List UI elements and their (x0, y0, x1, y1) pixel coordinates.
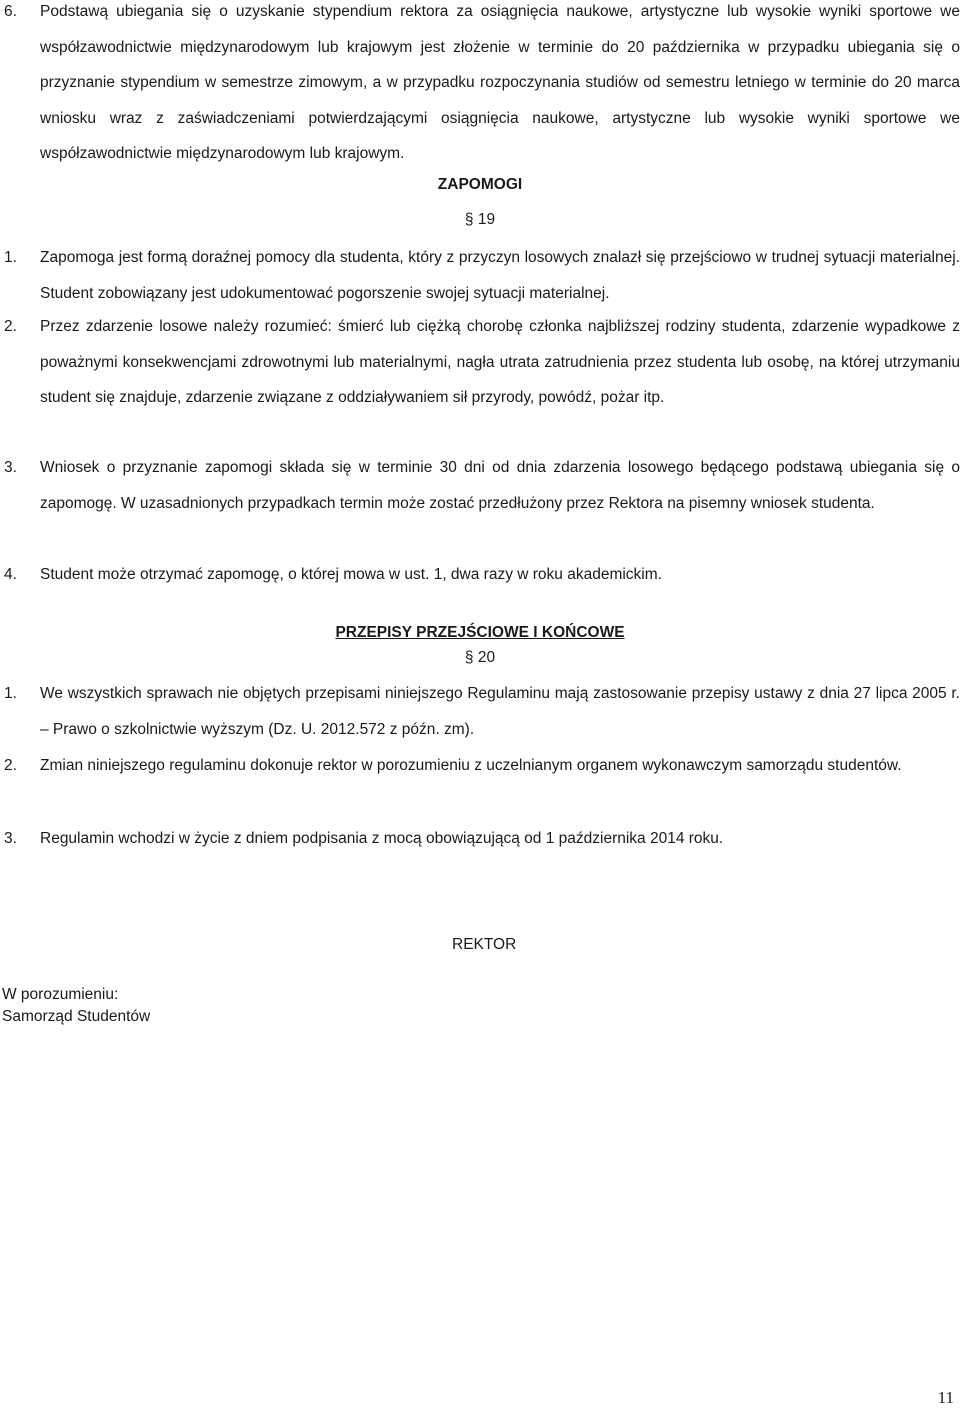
item-number: 1. (4, 685, 17, 702)
item-number: 2. (4, 318, 17, 335)
list-item (0, 240, 960, 311)
list-item (0, 676, 960, 747)
list-item (0, 0, 960, 172)
item-text: Przez zdarzenie losowe należy rozumieć: śmierć lub ciężką chorobę członka najbliższej rodziny studenta, zdarzenie wypadkowe z poważnymi konsekwencjami zdrowotnymi lub materialnymi, nagła utrata zatrudnienia przez studenta lub osobę, na której utrzymaniu student się znajduje, zdarzenie związane z oddziaływaniem sił przyrody, powódź, pożar itp. (40, 318, 960, 406)
item-number: 1. (4, 249, 17, 266)
item-number: 4. (4, 566, 17, 583)
item-number: 3. (4, 459, 17, 476)
student-council-label: Samorząd Studentów (2, 1008, 151, 1025)
list-item (0, 309, 960, 416)
section-paragraph-number: § 19 (464, 211, 496, 228)
item-text: Zmian niniejszego regulaminu dokonuje rektor w porozumieniu z uczelnianym organem wykonawczym samorządu studentów. (40, 757, 902, 774)
list-item (0, 821, 960, 857)
item-text: Wniosek o przyznanie zapomogi składa się w terminie 30 dni od dnia zdarzenia losowego będącego podstawą ubiegania się o zapomogę. W uzasadnionych przypadkach termin może zostać przedłużony przez Rektora na pisemny wniosek studenta. (40, 459, 960, 512)
item-text: Regulamin wchodzi w życie z dniem podpisania z mocą obowiązującą od 1 października 2014 roku. (40, 830, 724, 847)
rektor-signature-label: REKTOR (452, 936, 517, 953)
item-text: Zapomoga jest formą doraźnej pomocy dla studenta, który z przyczyn losowych znalazł się przejściowo w trudnej sytuacji materialnej. Student zobowiązany jest udokumentować pogorszenie swojej sytuacji materialnej. (40, 249, 960, 302)
list-item (0, 450, 960, 521)
section-paragraph-number: § 20 (464, 649, 496, 666)
section-title: ZAPOMOGI (437, 176, 523, 193)
item-number: 3. (4, 830, 17, 847)
item-number: 2. (4, 757, 17, 774)
page-number: 11 (937, 1388, 954, 1407)
section-title: PRZEPISY PRZEJŚCIOWE I KOŃCOWE (335, 624, 625, 641)
item-number: 6. (4, 3, 17, 20)
agreement-label: W porozumieniu: (2, 986, 119, 1003)
list-item (0, 748, 960, 784)
item-text: We wszystkich sprawach nie objętych przepisami niniejszego Regulaminu mają zastosowanie przepisy ustawy z dnia 27 lipca 2005 r. – Prawo o szkolnictwie wyższym (Dz. U. 2012.572 z późn. zm). (40, 685, 960, 738)
list-item (0, 557, 960, 593)
item-text: Student może otrzymać zapomogę, o której mowa w ust. 1, dwa razy w roku akademickim. (40, 566, 662, 583)
item-text: Podstawą ubiegania się o uzyskanie stypendium rektora za osiągnięcia naukowe, artystyczne lub wysokie wyniki sportowe we współzawodnictwie międzynarodowym lub krajowym jest złożenie w terminie do 20 października w przypadku ubiegania się o przyznanie stypendium w semestrze zimowym, a w przypadku rozpoczynania studiów od semestru letniego w terminie do 20 marca wniosku wraz z zaświadczeniami potwierdzającymi osiągnięcia naukowe, artystyczne lub wysokie wyniki sportowe we współzawodnictwie międzynarodowym lub krajowym. (40, 3, 960, 162)
